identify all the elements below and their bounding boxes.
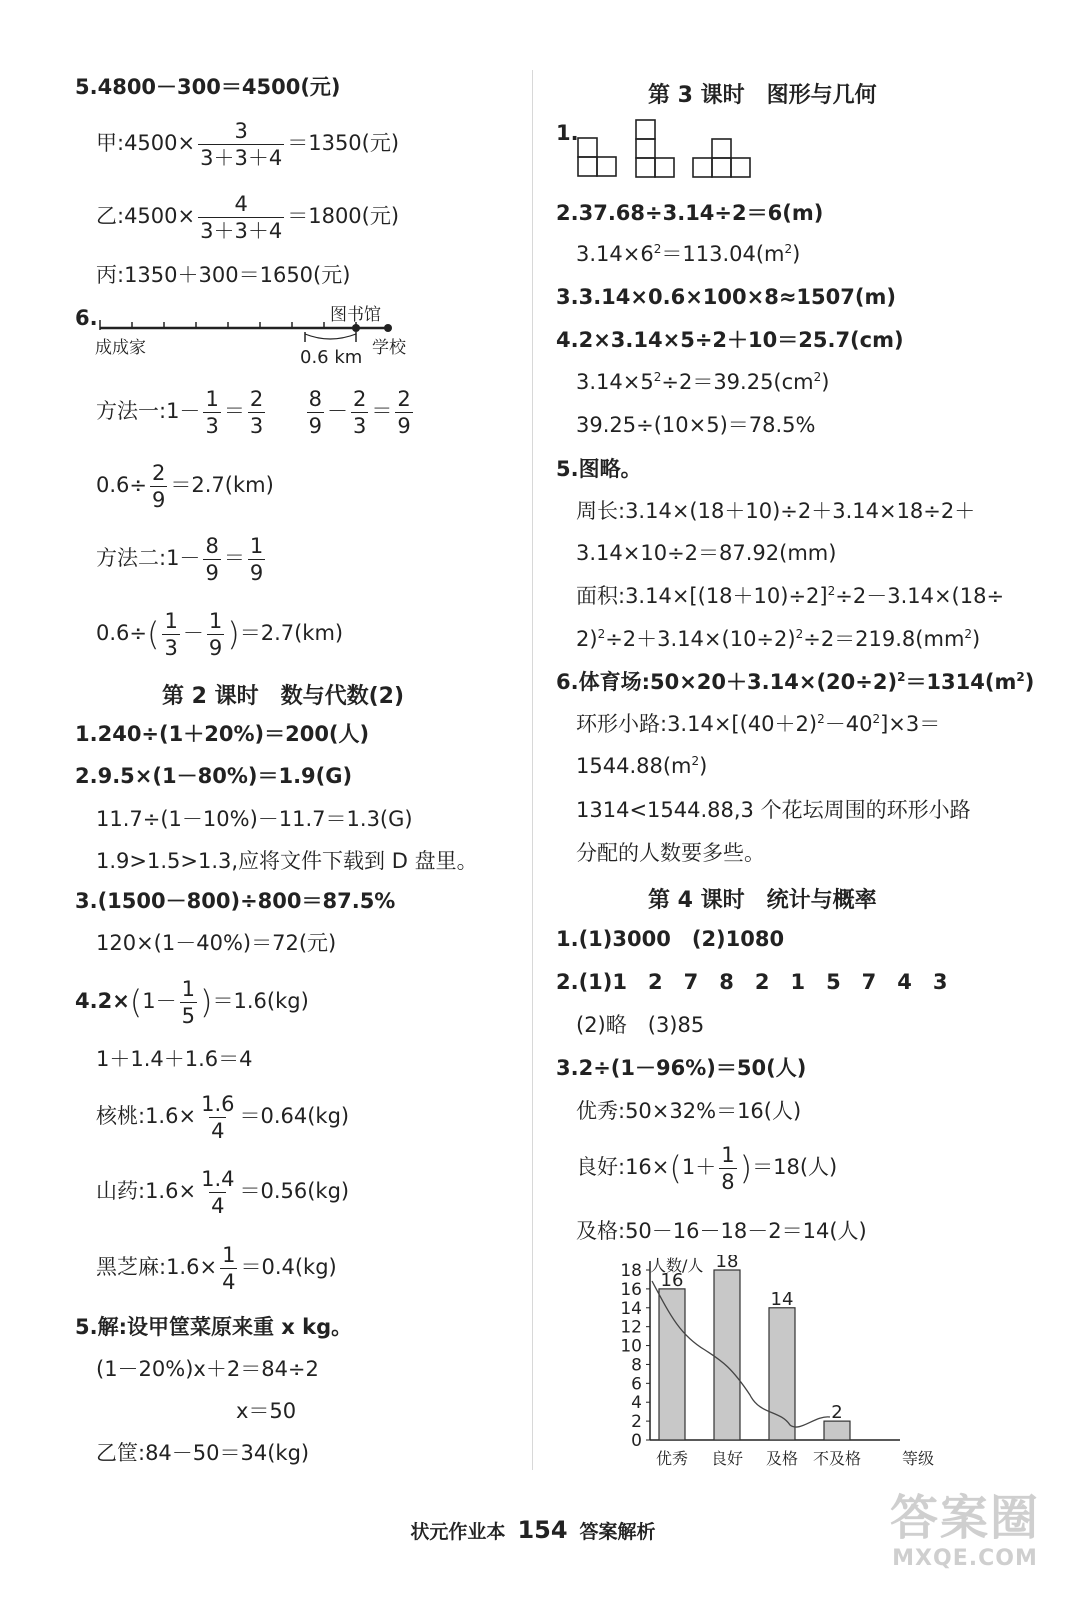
s2-q5b: (1－20%)x＋2＝84÷2 — [96, 1357, 319, 1381]
l-q5-line1: 5.4800－300＝4500(元) — [75, 75, 341, 99]
l-q6-method1: 方法一:1－ $\frac{1}{3}$ ＝ $\frac{2}{3}$ $\frac{8}{9}$ － $\frac{2}{3}$ ＝ $\frac{2}{9}$ — [96, 386, 411, 438]
category-label: 优秀 — [655, 1449, 689, 1468]
s2-q2b: 11.7÷(1－10%)－11.7＝1.3(G) — [96, 807, 413, 831]
r-q4b: $3.14\times 5^2\div 2=39.25(cm^2)$ — [576, 370, 830, 394]
bar-value-label: 16 — [660, 1269, 684, 1291]
s2-q2c: 1.9>1.5>1.3,应将文件下载到 D 盘里。 — [96, 849, 478, 873]
s4-q2b: (2)略 (3)85 — [576, 1013, 705, 1037]
watermark-url: MXQE.COM — [892, 1546, 1038, 1571]
column-divider — [532, 70, 533, 1470]
y-tick-label: 4 — [631, 1393, 642, 1414]
s2-zhima: 黑芝麻:1.6× $\frac{1}{4}$ ＝0.4(kg) — [96, 1242, 337, 1294]
home-label: 成成家 — [95, 338, 146, 358]
s4-q2a: 2.(1)1 2 7 8 2 1 5 7 4 3 — [556, 970, 948, 994]
y-tick-label: 8 — [631, 1355, 642, 1376]
section-3-title: 第 3 课时 图形与几何 — [648, 83, 877, 108]
s2-shanyao: 山药:1.6× $\frac{1.4}{4}$ ＝0.56(kg) — [96, 1166, 350, 1218]
s4-q3b: 优秀:50×32%＝16(人) — [576, 1099, 802, 1123]
distance-label: 0.6 km — [300, 347, 363, 368]
y-tick-label: 16 — [620, 1279, 642, 1300]
bar — [824, 1421, 850, 1440]
s2-hetao: 核桃:1.6× $\frac{1.6}{4}$ ＝0.64(kg) — [96, 1091, 350, 1143]
s2-q1: 1.240÷(1＋20%)＝200(人) — [75, 722, 370, 746]
s2-q2a: 2.9.5×(1－80%)＝1.9(G) — [75, 764, 353, 788]
watermark — [880, 1490, 1050, 1590]
three-view-figures — [572, 118, 762, 182]
s2-q5a: 5.解:设甲筐菜原来重 x kg。 — [75, 1315, 353, 1339]
category-label: 不及格 — [812, 1449, 862, 1468]
r-q6c: $1544.88(m^2)$ — [576, 754, 708, 778]
bar — [769, 1308, 795, 1440]
footer-book-title: 状元作业本 — [410, 1521, 506, 1543]
section-4-title: 第 4 课时 统计与概率 — [648, 888, 877, 913]
r-q1: 1. — [556, 121, 579, 145]
bar — [714, 1270, 740, 1440]
y-tick-label: 14 — [620, 1298, 642, 1319]
bar-value-label: 18 — [715, 1255, 739, 1272]
y-tick-label: 2 — [631, 1412, 642, 1433]
bar-value-label: 14 — [770, 1288, 794, 1310]
grade-bar-chart — [610, 1255, 960, 1475]
category-label: 良好 — [710, 1449, 744, 1468]
s2-q4: 4.2×(1－ $\frac{1}{5}$ )＝1.6(kg) — [75, 976, 309, 1028]
r-q4a: 4.2×3.14×5÷2＋10＝25.7(cm) — [556, 328, 904, 352]
r-q6b: 环形小路$:3.14\times[(40+2)^2-40^2]\times 3=$ — [576, 712, 941, 736]
r-q5c: 3.14×10÷2＝87.92(mm) — [576, 541, 837, 565]
y-tick-label: 12 — [620, 1317, 642, 1338]
r-q6e: 分配的人数要多些。 — [576, 841, 765, 865]
r-q6d: 1314<1544.88,3 个花坛周围的环形小路 — [576, 798, 971, 822]
r-q5a: 5.图略。 — [556, 457, 642, 481]
s2-q3b: 120×(1－40%)＝72(元) — [96, 931, 337, 955]
s2-q4b: 1＋1.4＋1.6＝4 — [96, 1047, 253, 1071]
l-q5-yi: 乙:4500× $\frac{4}{3+3+4}$ ＝1800(元) — [96, 191, 400, 243]
r-q6a: 6.体育场$:50\times 20+3.14\times(20\div 2)^2=1314(m^2)$ — [556, 670, 1035, 694]
l-q5-jia: 甲:4500× $\frac{3}{3+3+4}$ ＝1350(元) — [96, 118, 400, 170]
y-tick-label: 0 — [631, 1431, 642, 1451]
s2-q3a: 3.(1500－800)÷800＝87.5% — [75, 889, 396, 913]
r-q4c: 39.25÷(10×5)＝78.5% — [576, 413, 816, 437]
l-q6-method2: 方法二:1－ $\frac{8}{9}$ ＝ $\frac{1}{9}$ — [96, 533, 264, 585]
s2-q5c: x＝50 — [236, 1399, 297, 1423]
y-axis-label: 人数/人 — [650, 1256, 704, 1275]
s4-q3c: 良好:16×(1＋ $\frac{1}{8}$ )＝18(人) — [576, 1142, 838, 1194]
bar — [659, 1289, 685, 1440]
l-q5-bing: 丙:1350＋300＝1650(元) — [96, 263, 351, 287]
l-q6-calc2: 0.6÷( $\frac{1}{3}$ － $\frac{1}{9}$ )＝2.7(km) — [96, 608, 344, 660]
bar-value-label: 2 — [831, 1402, 843, 1424]
s4-q3d: 及格:50－16－18－2＝14(人) — [576, 1219, 867, 1243]
page-number: 154 — [517, 1516, 568, 1544]
watermark-logo: 答案圈 — [889, 1490, 1040, 1546]
l-q6-calc1: 0.6÷ $\frac{2}{9}$ ＝2.7(km) — [96, 460, 274, 512]
r-q2b: $3.14\times 6^2=113.04(m^2)$ — [576, 242, 801, 266]
r-q5d: 面积$:3.14\times[(18+10)\div 2]^2\div 2-3.14\times(18\div$ — [576, 584, 1005, 608]
s2-q5d: 乙筐:84－50＝34(kg) — [96, 1441, 310, 1465]
r-q3: 3.3.14×0.6×100×8≈1507(m) — [556, 285, 896, 309]
r-q5b: 周长:3.14×(18＋10)÷2＋3.14×18÷2＋ — [576, 499, 976, 523]
s4-q3a: 3.2÷(1－96%)＝50(人) — [556, 1056, 807, 1080]
school-label: 学校 — [372, 338, 406, 358]
category-label: 及格 — [765, 1449, 799, 1468]
y-tick-label: 18 — [620, 1261, 642, 1281]
x-axis-label: 等级 — [902, 1449, 935, 1468]
footer-section: 答案解析 — [579, 1521, 656, 1543]
s4-q1: 1.(1)3000 (2)1080 — [556, 927, 785, 951]
y-tick-label: 10 — [620, 1336, 642, 1357]
library-label: 图书馆 — [330, 305, 381, 325]
l-q6-num: 6. — [75, 306, 98, 330]
r-q2a: 2.37.68÷3.14÷2＝6(m) — [556, 201, 824, 225]
y-tick-label: 6 — [631, 1374, 642, 1395]
section-2-title: 第 2 课时 数与代数(2) — [162, 684, 405, 709]
r-q5e: $2)^2\div 2+3.14\times(10\div 2)^2\div 2=219.8(mm^2)$ — [576, 627, 981, 651]
